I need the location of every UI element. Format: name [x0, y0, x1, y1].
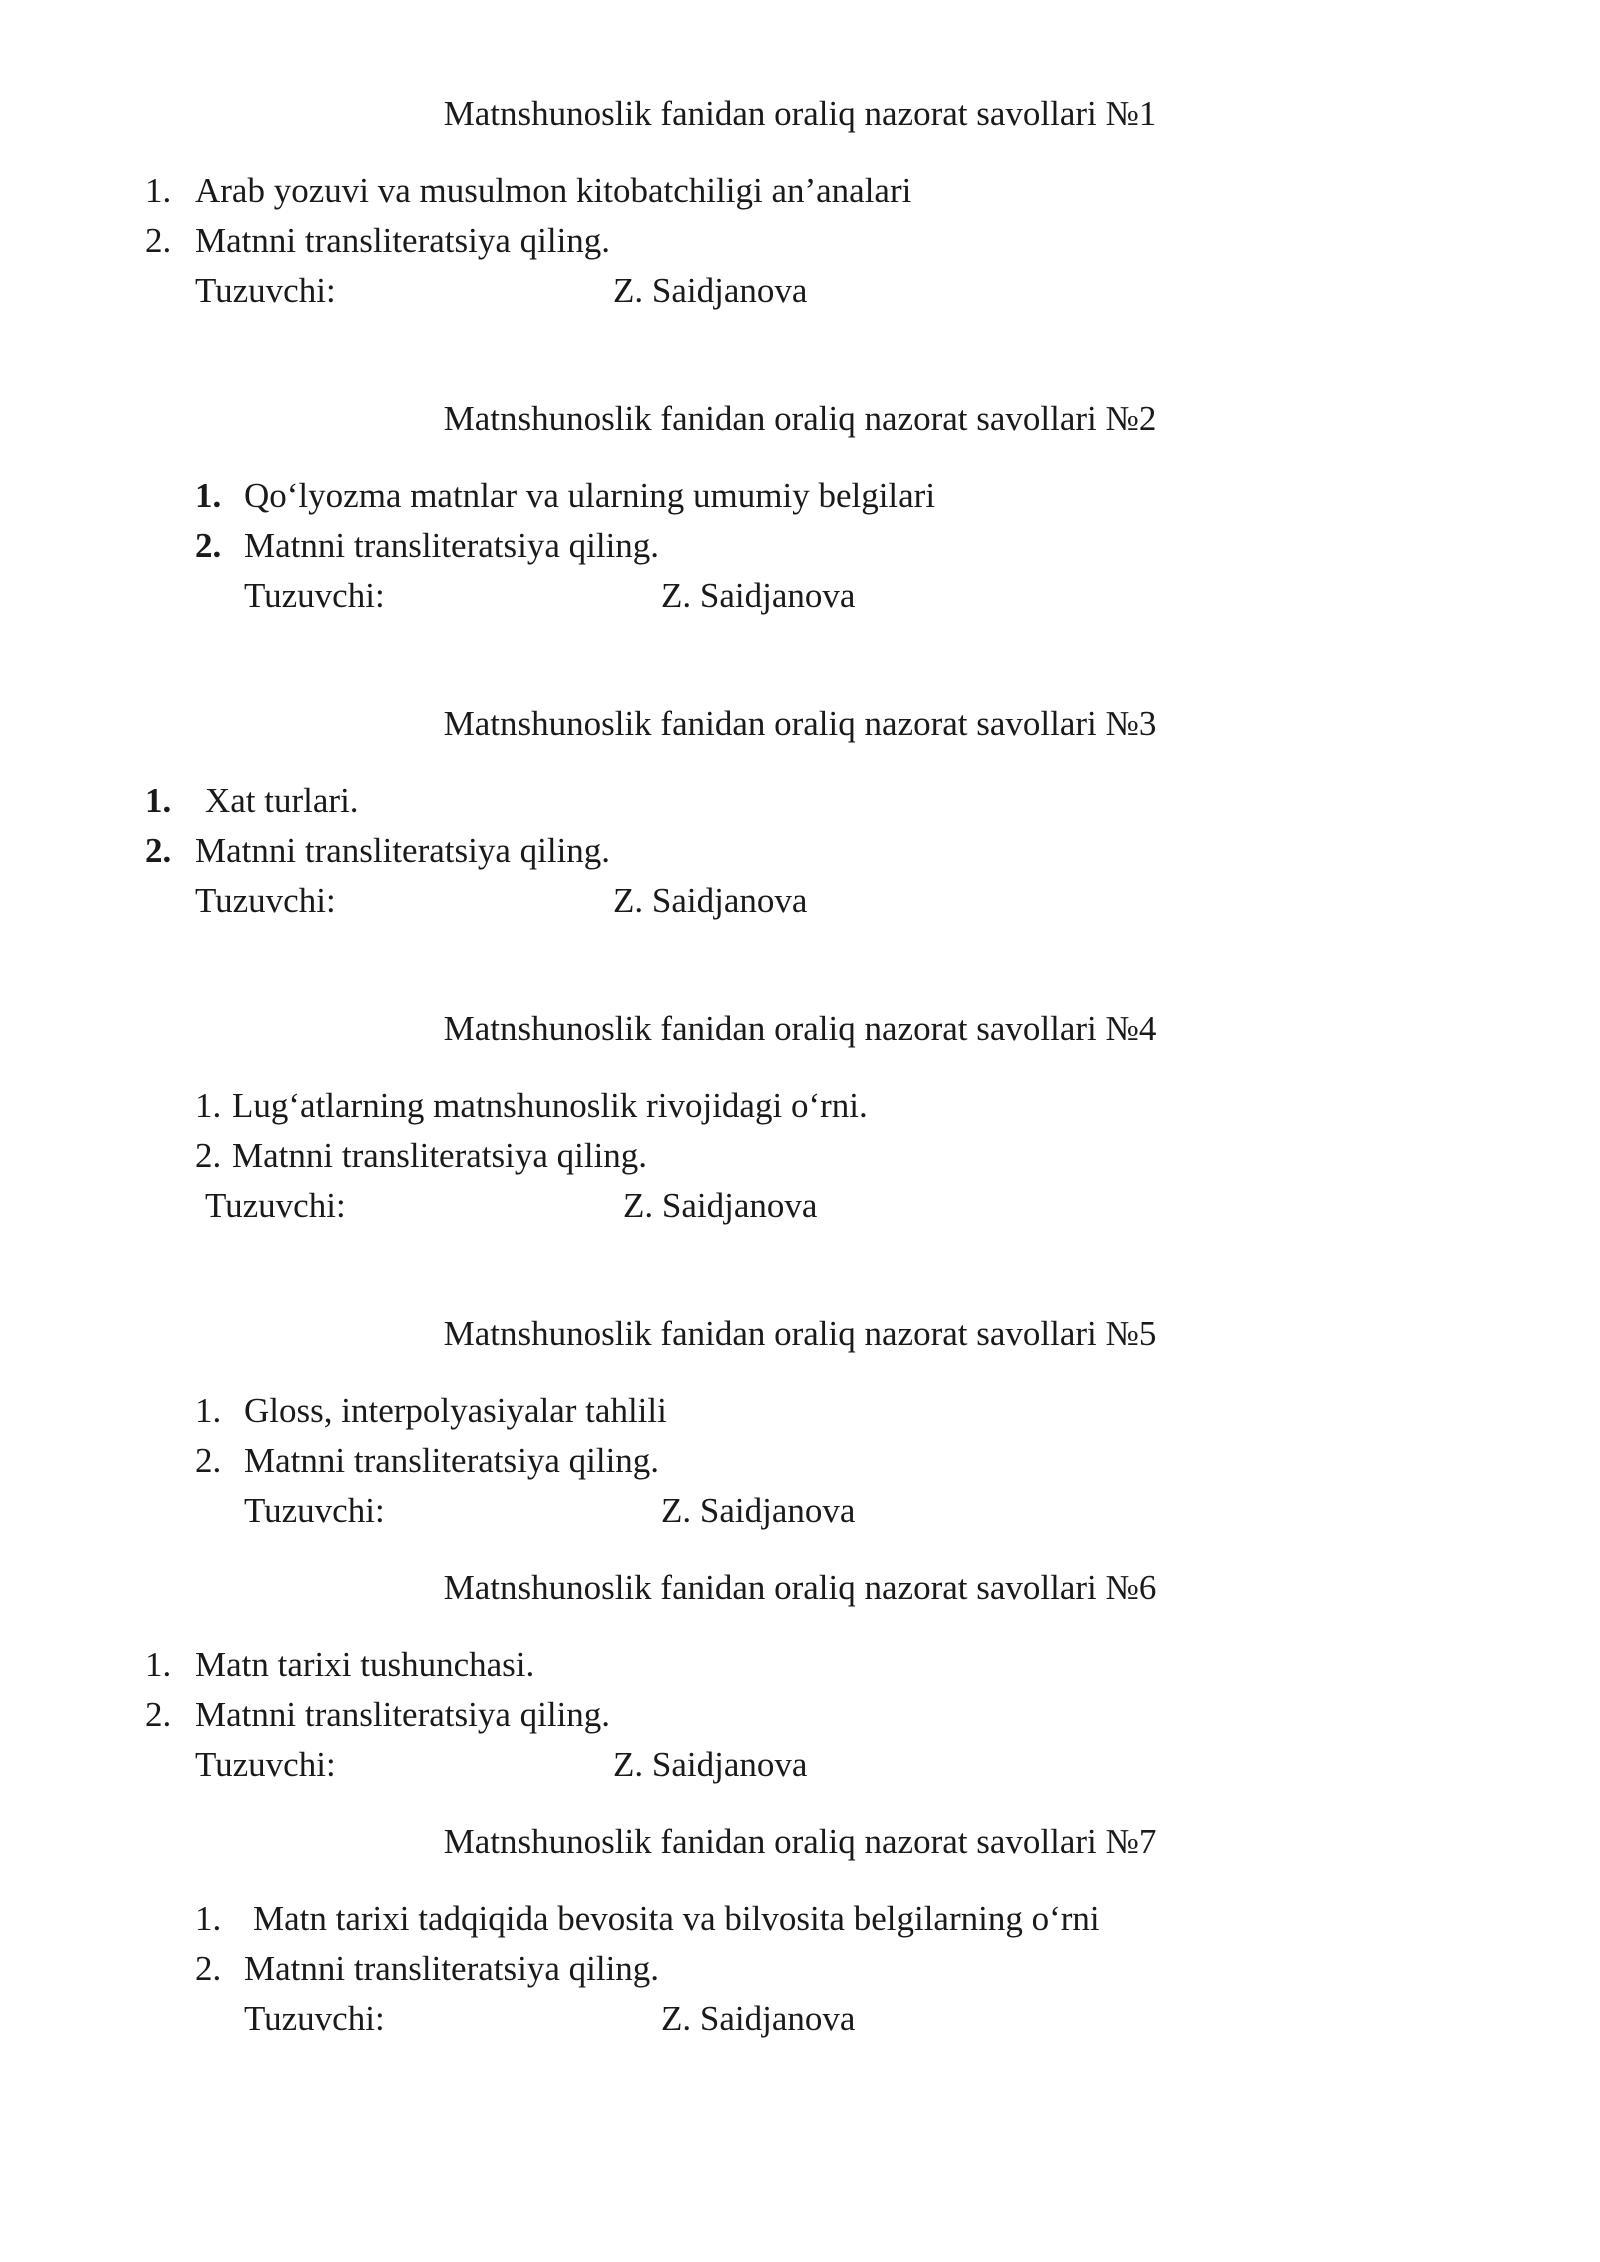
item-number: 1.: [145, 1645, 172, 1684]
question-text: Matnni transliteratsiya qiling.: [244, 1949, 660, 1988]
question-text: Qo‘lyozma matnlar va ularning umumiy belgilari: [244, 476, 936, 515]
item-number: 1.: [195, 1899, 222, 1938]
question-text: Matnni transliteratsiya qiling.: [244, 526, 660, 565]
question-text: Matnni transliteratsiya qiling.: [195, 831, 611, 870]
item-number: 1.: [195, 1391, 222, 1430]
question-text: Matn tarixi tadqiqida bevosita va bilvosita belgilarning o‘rni: [253, 1899, 1100, 1938]
item-number: 2.: [195, 1441, 222, 1480]
question-text: Matnni transliteratsiya qiling.: [195, 221, 611, 260]
question-text: Matn tarixi tushunchasi.: [195, 1645, 535, 1684]
section-title: Matnshunoslik fanidan oraliq nazorat savollari №7: [443, 1822, 1157, 1861]
question-text: Arab yozuvi va musulmon kitobatchiligi an’analari: [195, 171, 912, 210]
question-text: Matnni transliteratsiya qiling.: [195, 1695, 611, 1734]
author-name: Z. Saidjanova: [613, 881, 808, 920]
item-number: 1.: [195, 476, 222, 515]
author-name: Z. Saidjanova: [623, 1186, 818, 1225]
item-number: 1.: [145, 171, 172, 210]
section-title: Matnshunoslik fanidan oraliq nazorat savollari №3: [443, 704, 1157, 743]
item-number: 2.: [195, 1949, 222, 1988]
section-title: Matnshunoslik fanidan oraliq nazorat savollari №1: [443, 94, 1157, 133]
question-text: Matnni transliteratsiya qiling.: [232, 1136, 648, 1175]
question-text: Matnni transliteratsiya qiling.: [244, 1441, 660, 1480]
item-number: 1.: [145, 781, 172, 820]
section-title: Matnshunoslik fanidan oraliq nazorat savollari №2: [443, 399, 1157, 438]
item-number: 2.: [145, 831, 172, 870]
author-label: Tuzuvchi:: [195, 1745, 336, 1784]
item-number: 1.: [195, 1086, 222, 1125]
section-title: Matnshunoslik fanidan oraliq nazorat savollari №4: [443, 1009, 1157, 1048]
author-label: Tuzuvchi:: [244, 1999, 385, 2038]
section-title: Matnshunoslik fanidan oraliq nazorat savollari №6: [443, 1568, 1157, 1607]
item-number: 2.: [145, 1695, 172, 1734]
author-label: Tuzuvchi:: [244, 576, 385, 615]
question-text: Lug‘atlarning matnshunoslik rivojidagi o‘rni.: [232, 1086, 868, 1125]
author-label: Tuzuvchi:: [205, 1186, 346, 1225]
section-title: Matnshunoslik fanidan oraliq nazorat savollari №5: [443, 1314, 1157, 1353]
author-name: Z. Saidjanova: [661, 576, 856, 615]
author-name: Z. Saidjanova: [613, 271, 808, 310]
author-name: Z. Saidjanova: [661, 1999, 856, 2038]
question-text: Gloss, interpolyasiyalar tahlili: [244, 1391, 667, 1430]
author-label: Tuzuvchi:: [195, 271, 336, 310]
author-label: Tuzuvchi:: [244, 1491, 385, 1530]
author-name: Z. Saidjanova: [661, 1491, 856, 1530]
question-text: Xat turlari.: [205, 781, 359, 820]
item-number: 2.: [145, 221, 172, 260]
author-label: Tuzuvchi:: [195, 881, 336, 920]
item-number: 2.: [195, 1136, 222, 1175]
item-number: 2.: [195, 526, 222, 565]
author-name: Z. Saidjanova: [613, 1745, 808, 1784]
